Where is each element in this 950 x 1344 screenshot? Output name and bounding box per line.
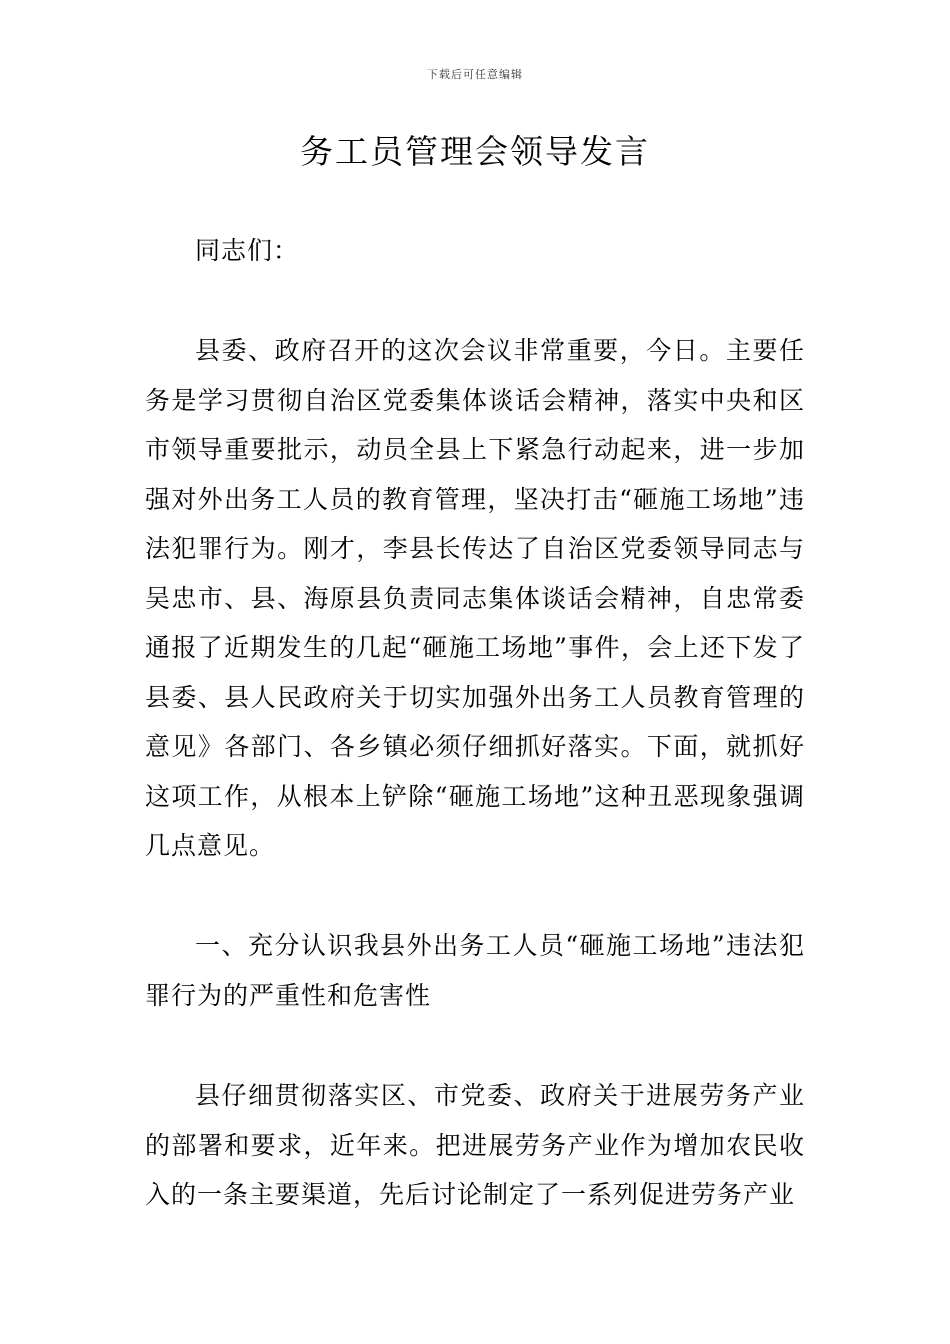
header-note: 下载后可任意编辑 xyxy=(427,68,523,81)
section-heading-1: 一、充分认识我县外出务工人员“砸施工场地”违法犯罪行为的严重性和危害性 xyxy=(145,931,805,1010)
document-title: 务工员管理会领导发言 xyxy=(300,132,650,171)
paragraph-intro: 县委、政府召开的这次会议非常重要，今日。主要任务是学习贯彻自治区党委集体谈话会精神，落实中央和区市领导重要批示，动员全县上下紧急行动起来，进一步加强对外出务工人员的教育管理，坚决打击“砸施工场地”违法犯罪行为。刚才，李县长传达了自治区党委领导同志与吴忠市、县、海原县负责同志集体谈话会精神，自忠常委通报了近期发生的几起“砸施工场地”事件，会上还下发了县委、县人民政府关于切实加强外出务工人员教育管理的意见》各部门、各乡镇必须仔细抓好落实。下面，就抓好这项工作，从根本上铲除“砸施工场地”这种丑恶现象强调几点意见。 xyxy=(145,336,805,860)
paragraph-section-1: 县仔细贯彻落实区、市党委、政府关于进展劳务产业的部署和要求，近年来。把进展劳务产业作为增加农民收入的一条主要渠道，先后讨论制定了一系列促进劳务产业 xyxy=(145,1081,805,1209)
salutation: 同志们： xyxy=(195,236,300,265)
